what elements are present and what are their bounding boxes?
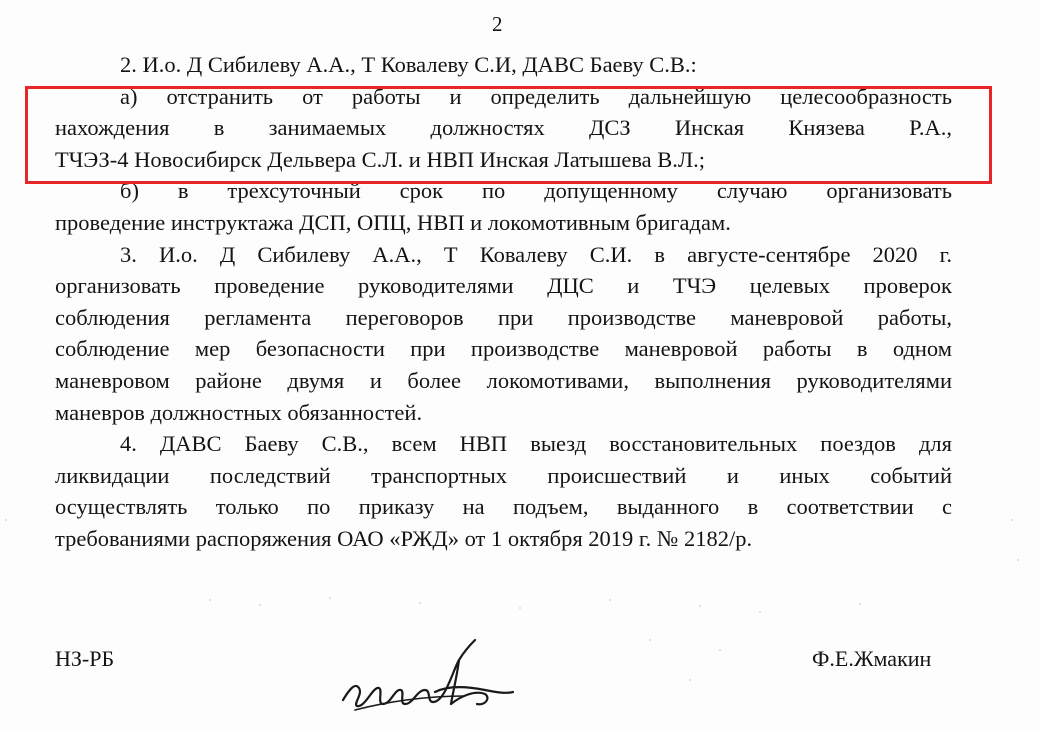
text-line: ликвидации последствий транспортных происшествий и иных событий xyxy=(55,462,952,488)
text-line: осуществлять только по приказу на подъем, выданного в соответствии с xyxy=(55,494,952,520)
text-line: соблюдение мер безопасности при производстве маневровой работы в одном xyxy=(55,336,952,362)
text-line: а) отстранить от работы и определить дальнейшую целесообразность xyxy=(120,83,952,109)
text-line: б) в трехсуточный срок по допущенному случаю организовать xyxy=(120,178,952,204)
handwritten-signature-icon xyxy=(335,630,535,725)
text-line: ТЧЭЗ-4 Новосибирск Дельвера С.Л. и НВП Инская Латышева В.Л.; xyxy=(55,146,706,172)
text-line: 2. И.о. Д Сибилеву А.А., Т Ковалеву С.И, ДАВС Баеву С.В.: xyxy=(120,52,697,77)
text-line: маневровом районе двумя и более локомотивами, выполнения руководителями xyxy=(55,368,952,393)
text-line: маневров должностных обязанностей. xyxy=(55,399,423,425)
signatory-name: Ф.Е.Жмакин xyxy=(812,646,932,671)
text-line: соблюдения регламента переговоров при производстве маневровой работы, xyxy=(55,304,952,330)
page-number: 2 xyxy=(492,12,503,36)
text-line: 4. ДАВС Баеву С.В., всем НВП выезд восстановительных поездов для xyxy=(120,431,952,457)
text-line: организовать проведение руководителями ДЦС и ТЧЭ целевых проверок xyxy=(55,273,952,299)
text-line: требованиями распоряжения ОАО «РЖД» от 1 октября 2019 г. № 2182/р. xyxy=(55,526,753,551)
text-line: проведение инструктажа ДСП, ОПЦ, НВП и локомотивным бригадам. xyxy=(55,210,731,235)
text-line: нахождения в занимаемых должностях ДСЗ Инская Князева Р.А., xyxy=(55,115,952,141)
highlight-box xyxy=(25,86,992,184)
text-line: 3. И.о. Д Сибилеву А.А., Т Ковалеву С.И. в августе-сентябре 2020 г. xyxy=(120,241,952,267)
document-code: НЗ-РБ xyxy=(55,646,115,671)
